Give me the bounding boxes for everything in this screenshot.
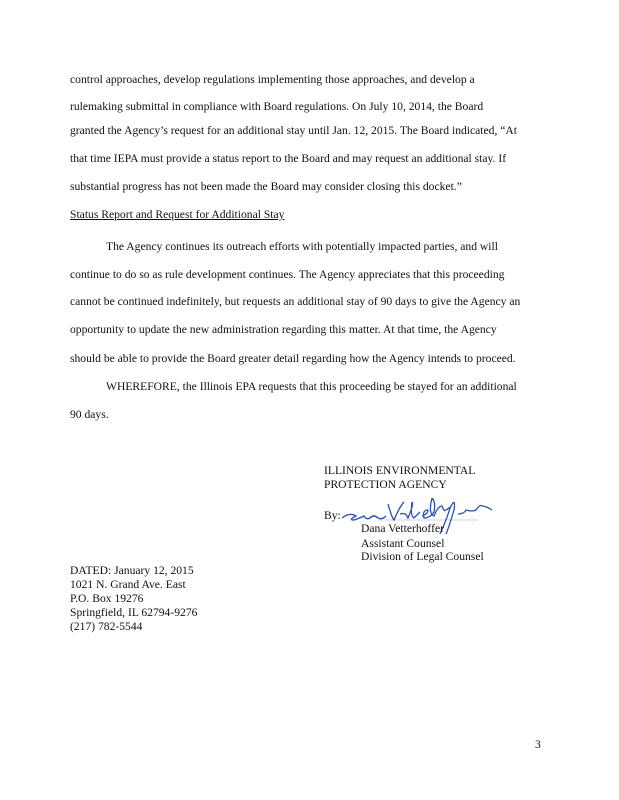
by-label: By: — [324, 509, 341, 522]
section-heading: Status Report and Request for Additional Stay — [70, 208, 285, 221]
para-line: WHEREFORE, the Illinois EPA requests that this proceeding be stayed for an additional — [106, 380, 517, 393]
para-line: should be able to provide the Board greater detail regarding how the Agency intends to proceed. — [70, 352, 516, 365]
para-line: The Agency continues its outreach efforts with potentially impacted parties, and will — [106, 240, 498, 253]
para-line: 90 days. — [70, 408, 109, 421]
address-line: P.O. Box 19276 — [70, 592, 144, 605]
para-line: opportunity to update the new administration regarding this matter. At that time, the Agency — [70, 323, 497, 336]
body-line: rulemaking submittal in compliance with Board regulations. On July 10, 2014, the Board — [70, 100, 484, 113]
signer-title: Assistant Counsel — [361, 537, 445, 550]
address-line: Springfield, IL 62794-9276 — [70, 606, 198, 619]
dated-line: DATED: January 12, 2015 — [70, 564, 194, 577]
address-line: 1021 N. Grand Ave. East — [70, 578, 186, 591]
signer-division: Division of Legal Counsel — [361, 550, 484, 563]
body-line: granted the Agency’s request for an additional stay until Jan. 12, 2015. The Board indicated, “At — [70, 124, 517, 137]
signer-name: Dana Vetterhoffer — [361, 522, 444, 535]
org-line: PROTECTION AGENCY — [324, 478, 447, 491]
org-line: ILLINOIS ENVIRONMENTAL — [324, 464, 476, 477]
page-number: 3 — [535, 738, 541, 751]
para-line: cannot be continued indefinitely, but requests an additional stay of 90 days to give the Agency an — [70, 295, 521, 308]
para-line: continue to do so as rule development continues. The Agency appreciates that this proceeding — [70, 268, 505, 281]
body-line: control approaches, develop regulations implementing those approaches, and develop a — [70, 73, 475, 86]
body-line: that time IEPA must provide a status report to the Board and may request an additional stay. If — [70, 152, 507, 165]
phone-line: (217) 782-5544 — [70, 620, 143, 633]
body-line: substantial progress has not been made the Board may consider closing this docket.” — [70, 180, 462, 193]
